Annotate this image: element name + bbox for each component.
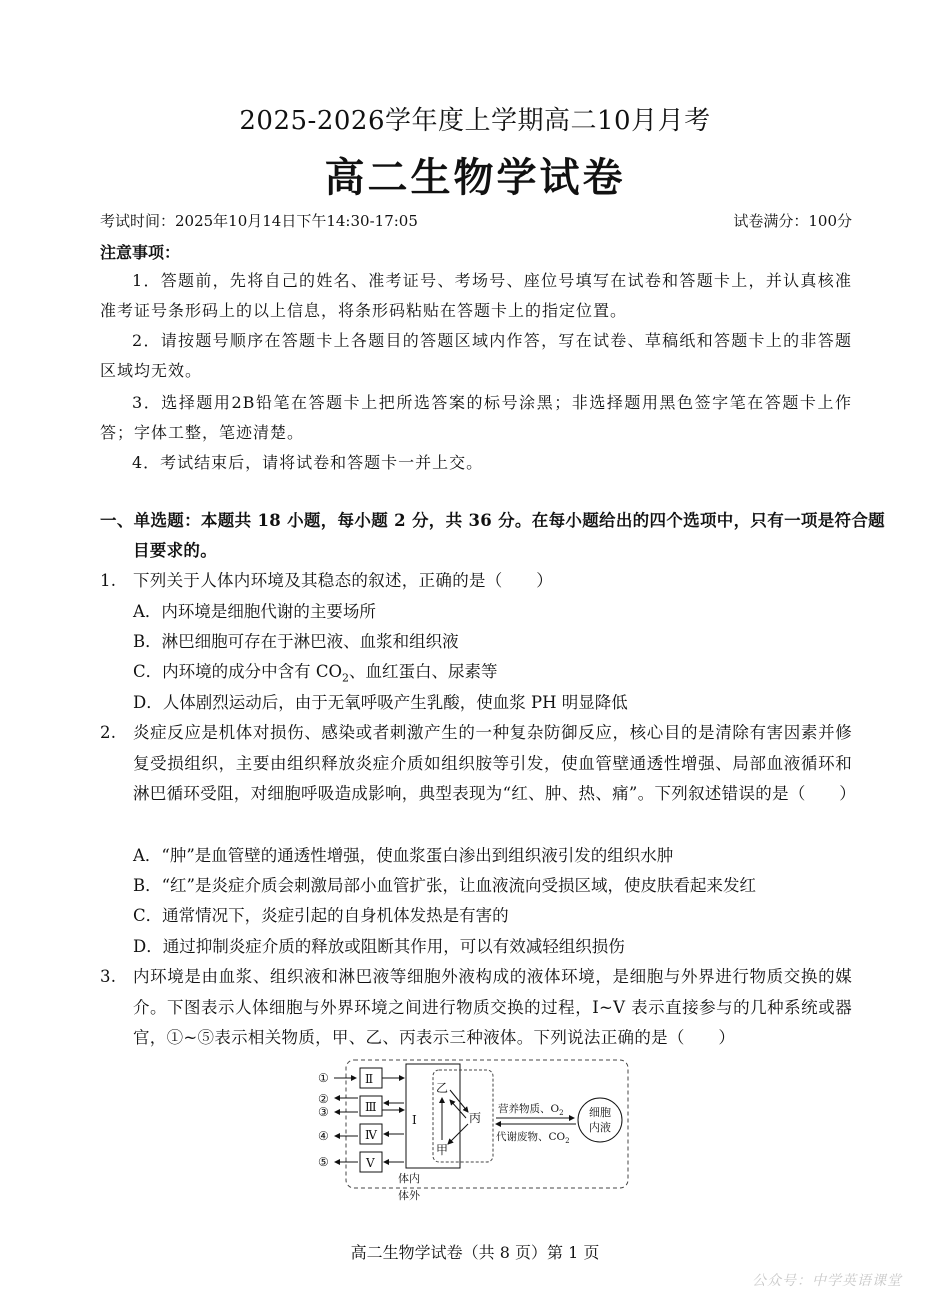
fluid-jia: 甲 xyxy=(436,1143,449,1157)
full-score: 试卷满分：100分 xyxy=(733,212,852,230)
q1-option-d: D．人体剧烈运动后，由于无氧呼吸产生乳酸，使血浆 PH 明显降低 xyxy=(133,693,628,712)
marker-4: ④ xyxy=(318,1129,329,1143)
question-number: 1. xyxy=(100,571,117,590)
question-stem: 下列关于人体内环境及其稳态的叙述，正确的是（ ） xyxy=(133,571,553,590)
cell-fluid-line2: 内液 xyxy=(589,1121,611,1134)
q2-option-a: A．“肿”是血管壁的通透性增强，使血浆蛋白渗出到组织液引发的组织水肿 xyxy=(133,846,674,865)
cell-fluid-line1: 细胞 xyxy=(589,1106,611,1119)
marker-3: ③ xyxy=(318,1105,329,1119)
organ-4: Ⅳ xyxy=(365,1128,377,1142)
note-item-4: 4．考试结束后，请将试卷和答题卡一并上交。 xyxy=(132,453,484,472)
question-1 xyxy=(100,566,852,597)
fluid-yi: 乙 xyxy=(436,1081,449,1095)
organ-3: Ⅲ xyxy=(365,1100,377,1114)
question-number: 3. xyxy=(100,967,117,986)
note-item-1: 1．答题前，先将自己的姓名、准考证号、考场号、座位号填写在试卷和答题卡上，并认真核准准考证号条形码上的以上信息，将条形码粘贴在答题卡上的指定位置。 xyxy=(100,271,852,320)
outside-label: 体外 xyxy=(398,1189,420,1202)
q1-option-b: B．淋巴细胞可存在于淋巴液、血浆和组织液 xyxy=(133,632,459,651)
note-item-3: 3．选择题用2B铅笔在答题卡上把所选答案的标号涂黑；非选择题用黑色签字笔在答题卡上作答；字体工整，笔迹清楚。 xyxy=(100,393,852,442)
page-footer: 高二生物学试卷（共 8 页）第 1 页 xyxy=(350,1243,600,1262)
nutrients-label: 营养物质、$O_2$ xyxy=(498,1103,564,1117)
body-boundary xyxy=(346,1060,628,1188)
cell-fluid-circle xyxy=(578,1098,622,1142)
system-1: I xyxy=(412,1113,417,1127)
exam-subtitle: 2025-2026学年度上学期高二10月月考 xyxy=(239,106,711,136)
material-exchange-diagram xyxy=(312,1058,632,1204)
question-2 xyxy=(100,718,857,810)
exam-title: 高二生物学试卷 xyxy=(324,154,626,201)
watermark: 公众号：中学英语课堂 xyxy=(752,1273,902,1289)
question-stem: 内环境是由血浆、组织液和淋巴液等细胞外液构成的液体环境，是细胞与外界进行物质交换的媒介。下图表示人体细胞与外界环境之间进行物质交换的过程，I~V 表示直接参与的几种系统或器官，①~⑤表示相关物质，甲、乙、丙表示三种液体。下列说法正确的是（ ） xyxy=(133,967,852,1047)
waste-label: 代谢废物、$CO_2$ xyxy=(496,1131,570,1145)
q2-option-d: D．通过抑制炎症介质的释放或阻断其作用，可以有效减轻组织损伤 xyxy=(133,937,625,956)
q1-option-a: A．内环境是细胞代谢的主要场所 xyxy=(133,602,376,621)
exam-time: 考试时间：2025年10月14日下午14:30-17:05 xyxy=(100,212,418,230)
section-heading: 一、单选题：本题共 18 小题，每小题 2 分，共 36 分。在每小题给出的四个选项中，只有一项是符合题目要求的。 xyxy=(100,511,885,560)
q2-option-b: B．“红”是炎症介质会刺激局部小血管扩张，让血液流向受损区域，使皮肤看起来发红 xyxy=(133,876,756,895)
marker-5: ⑤ xyxy=(318,1155,329,1169)
question-number: 2. xyxy=(100,723,117,742)
note-item-2: 2．请按题号顺序在答题卡上各题目的答题区域内作答，写在试卷、草稿纸和答题卡上的非答题区域均无效。 xyxy=(100,331,852,380)
organ-5: Ⅴ xyxy=(366,1156,375,1170)
inside-label: 体内 xyxy=(398,1172,420,1185)
question-3 xyxy=(100,962,852,1054)
marker-2: ② xyxy=(318,1092,329,1106)
question-stem: 炎症反应是机体对损伤、感染或者刺激产生的一种复杂防御反应，核心目的是清除有害因素并修复受损组织，主要由组织释放炎症介质如组织胺等引发，使血管壁通透性增强、局部血液循环和淋巴循环受阻，对细胞呼吸造成影响，典型表现为“红、肿、热、痛”。下列叙述错误的是（ ） xyxy=(133,723,857,803)
q1-option-c: C．内环境的成分中含有 $CO_2$、血红蛋白、尿素等 xyxy=(133,662,498,685)
fluid-bing: 丙 xyxy=(469,1111,482,1125)
organ-2: Ⅱ xyxy=(365,1072,374,1086)
marker-1: ① xyxy=(318,1071,329,1085)
notes-heading: 注意事项： xyxy=(100,243,181,262)
q2-option-c: C．通常情况下，炎症引起的自身机体发热是有害的 xyxy=(133,906,509,925)
